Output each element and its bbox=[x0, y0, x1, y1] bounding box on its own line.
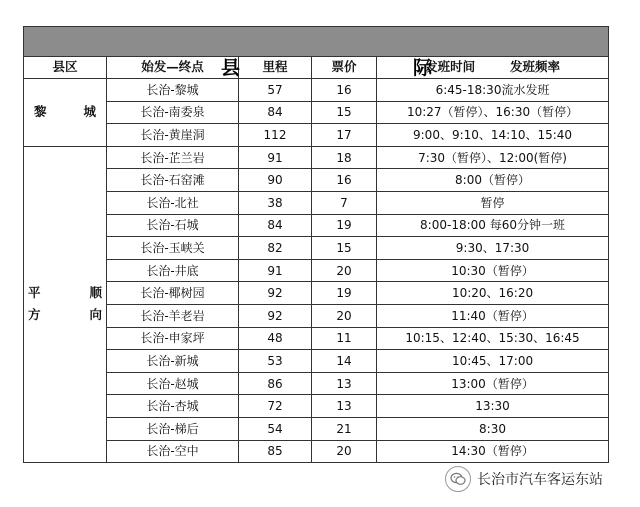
watermark bbox=[445, 466, 603, 492]
header-time: 发班时间 bbox=[425, 59, 476, 75]
fare-cell: 15 bbox=[312, 101, 377, 124]
header-row bbox=[24, 57, 609, 79]
table-row bbox=[24, 372, 609, 395]
route-cell: 长治-石城 bbox=[107, 214, 239, 237]
schedule-cell: 13:00（暂停） bbox=[377, 372, 609, 395]
mileage-cell: 91 bbox=[239, 259, 312, 282]
route-cell: 长治-黎城 bbox=[107, 79, 239, 102]
fare-cell: 7 bbox=[312, 191, 377, 214]
schedule-cell: 8:00（暂停） bbox=[377, 169, 609, 192]
fare-cell: 15 bbox=[312, 237, 377, 260]
table-row bbox=[24, 440, 609, 463]
header-fare: 票价 bbox=[312, 57, 377, 79]
mileage-cell: 84 bbox=[239, 214, 312, 237]
fare-cell: 16 bbox=[312, 79, 377, 102]
fare-cell: 14 bbox=[312, 350, 377, 373]
fare-cell: 19 bbox=[312, 282, 377, 305]
region-cell bbox=[24, 146, 107, 462]
route-cell: 长治-石窑滩 bbox=[107, 169, 239, 192]
schedule-sheet bbox=[23, 26, 608, 463]
schedule-cell: 8:00-18:00 每60分钟一班 bbox=[377, 214, 609, 237]
table-row bbox=[24, 282, 609, 305]
region-char: 向 bbox=[89, 307, 102, 323]
schedule-cell: 7:30（暂停）、12:00(暂停) bbox=[377, 146, 609, 169]
route-cell: 长治-玉峡关 bbox=[107, 237, 239, 260]
schedule-cell: 10:27（暂停）、16:30（暂停） bbox=[377, 101, 609, 124]
route-cell: 长治-芷兰岩 bbox=[107, 146, 239, 169]
schedule-cell: 9:00、9:10、14:10、15:40 bbox=[377, 124, 609, 147]
table-row bbox=[24, 79, 609, 102]
schedule-cell: 14:30（暂停） bbox=[377, 440, 609, 463]
region-char: 黎 bbox=[34, 104, 47, 120]
header-freq: 发班频率 bbox=[509, 59, 560, 75]
region-char: 顺 bbox=[89, 284, 102, 300]
region-char: 平 bbox=[28, 284, 41, 300]
header-region: 县区 bbox=[24, 57, 107, 79]
table-row bbox=[24, 124, 609, 147]
route-cell: 长治-羊老岩 bbox=[107, 304, 239, 327]
mileage-cell: 82 bbox=[239, 237, 312, 260]
fare-cell: 20 bbox=[312, 259, 377, 282]
table-row bbox=[24, 304, 609, 327]
table-row bbox=[24, 191, 609, 214]
mileage-cell: 92 bbox=[239, 282, 312, 305]
table-row bbox=[24, 259, 609, 282]
mileage-cell: 53 bbox=[239, 350, 312, 373]
schedule-table bbox=[23, 26, 609, 463]
region-cell bbox=[24, 79, 107, 147]
schedule-cell: 9:30、17:30 bbox=[377, 237, 609, 260]
fare-cell: 17 bbox=[312, 124, 377, 147]
mileage-cell: 84 bbox=[239, 101, 312, 124]
mileage-cell: 92 bbox=[239, 304, 312, 327]
fare-cell: 18 bbox=[312, 146, 377, 169]
header-time-freq bbox=[377, 57, 609, 79]
table-row bbox=[24, 101, 609, 124]
schedule-cell: 10:45、17:00 bbox=[377, 350, 609, 373]
mileage-cell: 54 bbox=[239, 417, 312, 440]
route-cell: 长治-新城 bbox=[107, 350, 239, 373]
fare-cell: 11 bbox=[312, 327, 377, 350]
table-row bbox=[24, 350, 609, 373]
mileage-cell: 90 bbox=[239, 169, 312, 192]
schedule-cell: 6:45-18:30流水发班 bbox=[377, 79, 609, 102]
table-body bbox=[24, 79, 609, 463]
route-cell: 长治-北社 bbox=[107, 191, 239, 214]
schedule-cell: 8:30 bbox=[377, 417, 609, 440]
schedule-cell: 暂停 bbox=[377, 191, 609, 214]
schedule-cell: 10:30（暂停） bbox=[377, 259, 609, 282]
mileage-cell: 38 bbox=[239, 191, 312, 214]
table-row bbox=[24, 146, 609, 169]
mileage-cell: 85 bbox=[239, 440, 312, 463]
route-cell: 长治-杏城 bbox=[107, 395, 239, 418]
route-cell: 长治-井底 bbox=[107, 259, 239, 282]
table-row bbox=[24, 237, 609, 260]
fare-cell: 13 bbox=[312, 372, 377, 395]
wechat-icon bbox=[445, 466, 471, 492]
region-char: 方 bbox=[28, 307, 41, 323]
route-cell: 长治-南委泉 bbox=[107, 101, 239, 124]
table-row bbox=[24, 395, 609, 418]
mileage-cell: 91 bbox=[239, 146, 312, 169]
fare-cell: 13 bbox=[312, 395, 377, 418]
mileage-cell: 86 bbox=[239, 372, 312, 395]
schedule-cell: 10:15、12:40、15:30、16:45 bbox=[377, 327, 609, 350]
fare-cell: 20 bbox=[312, 304, 377, 327]
table-row bbox=[24, 214, 609, 237]
fare-cell: 16 bbox=[312, 169, 377, 192]
table-row bbox=[24, 169, 609, 192]
route-cell: 长治-赵城 bbox=[107, 372, 239, 395]
schedule-cell: 10:20、16:20 bbox=[377, 282, 609, 305]
header-mileage: 里程 bbox=[239, 57, 312, 79]
table-row bbox=[24, 327, 609, 350]
schedule-cell: 13:30 bbox=[377, 395, 609, 418]
mileage-cell: 112 bbox=[239, 124, 312, 147]
fare-cell: 20 bbox=[312, 440, 377, 463]
route-cell: 长治-空中 bbox=[107, 440, 239, 463]
route-cell: 长治-申家坪 bbox=[107, 327, 239, 350]
fare-cell: 21 bbox=[312, 417, 377, 440]
table-title: 县 际 bbox=[24, 27, 609, 57]
mileage-cell: 72 bbox=[239, 395, 312, 418]
mileage-cell: 57 bbox=[239, 79, 312, 102]
route-cell: 长治-梯后 bbox=[107, 417, 239, 440]
schedule-cell: 11:40（暂停） bbox=[377, 304, 609, 327]
fare-cell: 19 bbox=[312, 214, 377, 237]
title-row bbox=[24, 27, 609, 57]
watermark-text: 长治市汽车客运东站 bbox=[477, 472, 603, 488]
route-cell: 长治-椰树园 bbox=[107, 282, 239, 305]
route-cell: 长治-黄崖洞 bbox=[107, 124, 239, 147]
header-route: 始发—终点 bbox=[107, 57, 239, 79]
mileage-cell: 48 bbox=[239, 327, 312, 350]
region-char: 城 bbox=[83, 104, 96, 120]
table-row bbox=[24, 417, 609, 440]
